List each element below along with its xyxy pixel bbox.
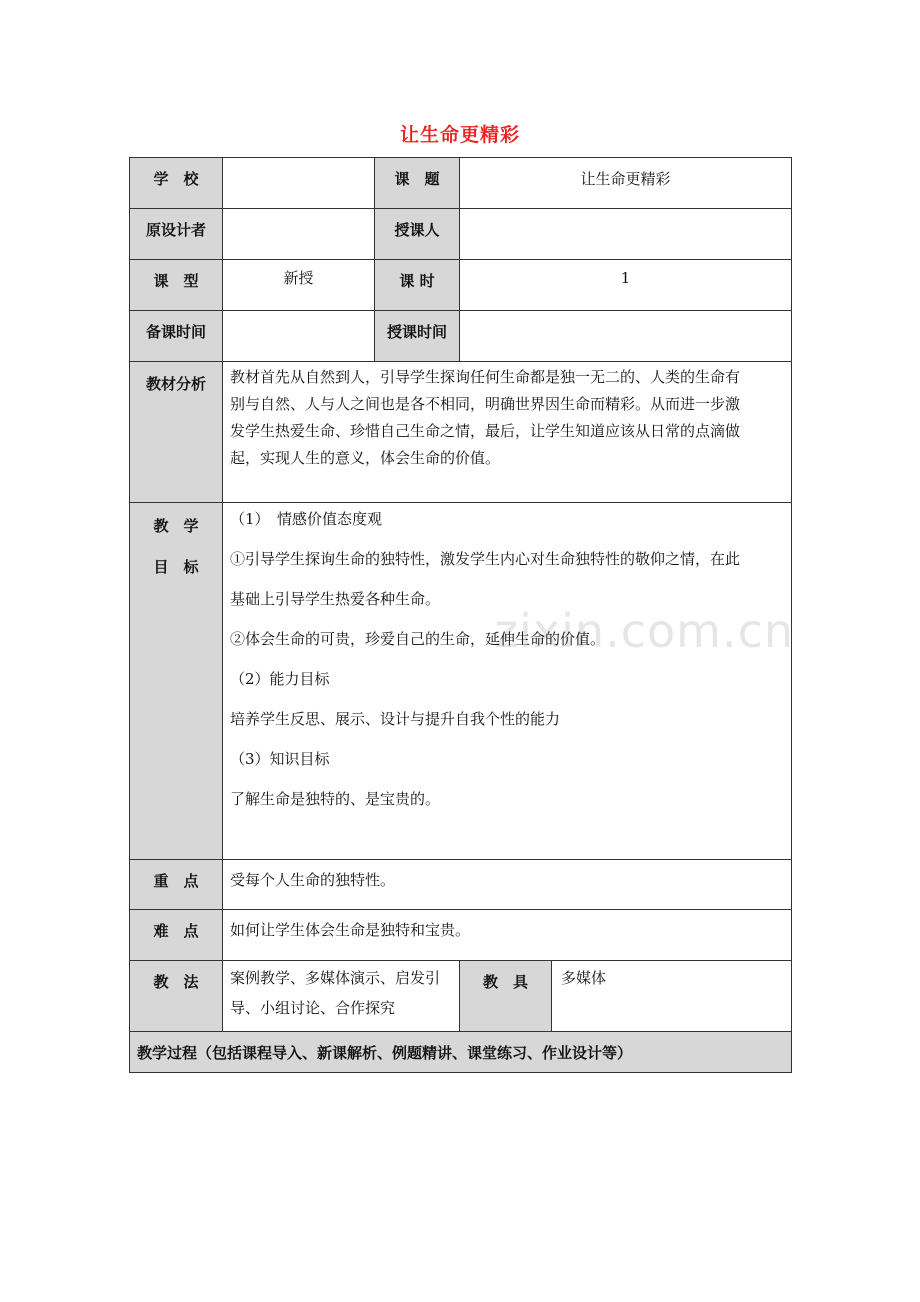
row-key-point (130, 860, 792, 910)
prep-time-label: 备课时间 (130, 311, 223, 362)
analysis-text (223, 362, 792, 503)
row-objectives (130, 503, 792, 860)
row-type-hours (130, 260, 792, 311)
objectives-label-line2: 目 标 (153, 558, 199, 576)
topic-label: 课 题 (375, 158, 460, 209)
objectives-text (223, 503, 795, 860)
row-school-topic (130, 158, 792, 209)
row-prep-teach-time (130, 311, 792, 362)
topic-value: 让生命更精彩 (460, 158, 792, 209)
objective-line: 了解生命是独特的、是宝贵的。 (230, 790, 441, 808)
row-difficulty (130, 910, 792, 961)
tools-label: 教 具 (460, 961, 552, 1032)
objective-line: （2）能力目标 (230, 670, 330, 688)
analysis-line: 教材首先从自然到人，引导学生探询任何生命都是独一无二的、人类的生命有 (230, 368, 741, 386)
row-process (130, 1032, 792, 1073)
objectives-label (130, 503, 223, 860)
method-line: 案例教学、多媒体演示、启发引 (230, 969, 441, 987)
lesson-plan-table (129, 157, 795, 1073)
teach-time-value (460, 311, 792, 362)
row-method (130, 961, 792, 1032)
prep-time-value (223, 311, 375, 362)
row-designer-teacher (130, 209, 792, 260)
school-value (223, 158, 375, 209)
tools-value: 多媒体 (552, 961, 792, 1032)
objective-line: （1） 情感价值态度观 (230, 510, 383, 528)
objective-line: 基础上引导学生热爱各种生命。 (230, 590, 441, 608)
teacher-value (460, 209, 792, 260)
analysis-label: 教材分析 (130, 362, 223, 503)
key-point-value: 受每个人生命的独特性。 (223, 860, 792, 910)
objective-line: ①引导学生探询生命的独特性，激发学生内心对生命独特性的敬仰之情，在此 (230, 550, 741, 568)
analysis-line: 发学生热爱生命、珍惜自己生命之情，最后，让学生知道应该从日常的点滴做 (230, 422, 741, 440)
row-analysis (130, 362, 792, 503)
difficulty-value: 如何让学生体会生命是独特和宝贵。 (223, 910, 792, 961)
objectives-label-line1: 教 学 (153, 517, 199, 535)
type-label: 课 型 (130, 260, 223, 311)
objective-line: （3）知识目标 (230, 750, 330, 768)
watermark: zixin.com.cn (494, 604, 795, 658)
school-label: 学 校 (130, 158, 223, 209)
analysis-line: 起，实现人生的意义，体会生命的价值。 (230, 449, 501, 467)
analysis-line: 别与自然、人与人之间也是各不相同，明确世界因生命而精彩。从而进一步激 (230, 395, 741, 413)
process-label: 教学过程（包括课程导入、新课解析、例题精讲、课堂练习、作业设计等） (130, 1032, 792, 1073)
designer-value (223, 209, 375, 260)
designer-label: 原设计者 (130, 209, 223, 260)
objective-line: ②体会生命的可贵，珍爱自己的生命，延伸生命的价值。 (230, 630, 606, 648)
objective-line: 培养学生反思、展示、设计与提升自我个性的能力 (230, 710, 561, 728)
method-value (223, 961, 460, 1032)
difficulty-label: 难 点 (130, 910, 223, 961)
method-label: 教 法 (130, 961, 223, 1032)
teach-time-label: 授课时间 (375, 311, 460, 362)
type-value: 新授 (223, 260, 375, 311)
hours-label: 课 时 (375, 260, 460, 311)
teacher-label: 授课人 (375, 209, 460, 260)
key-point-label: 重 点 (130, 860, 223, 910)
hours-value: 1 (460, 260, 792, 311)
document-title: 让生命更精彩 (399, 124, 520, 146)
method-line: 导、小组讨论、合作探究 (230, 999, 396, 1017)
